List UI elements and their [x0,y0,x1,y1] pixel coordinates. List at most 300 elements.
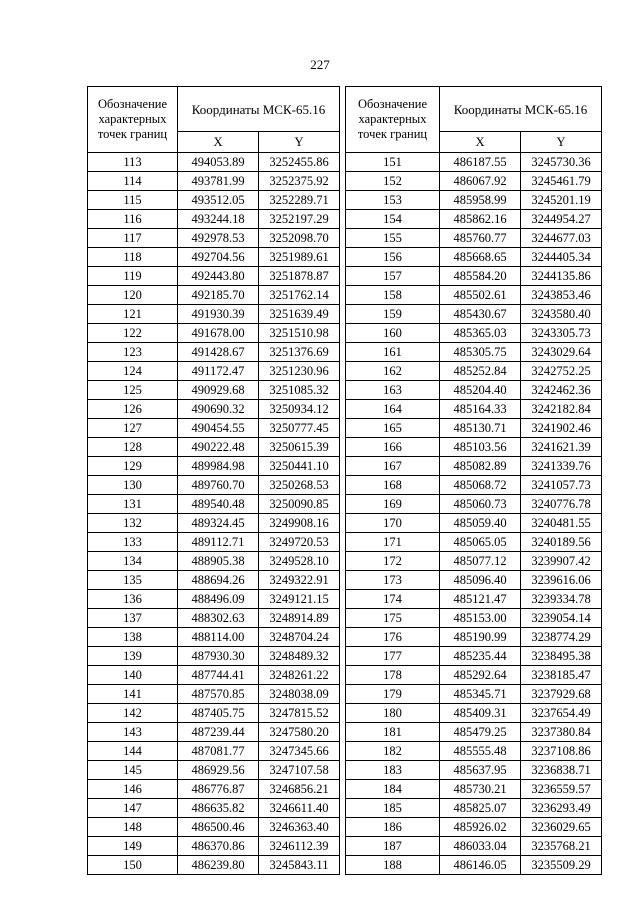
cell-y: 3239054.14 [521,609,602,628]
table-row [88,552,340,571]
cell-point-number: 177 [346,647,440,666]
table-row [88,324,340,343]
cell-y: 3250268.53 [259,476,340,495]
cell-point-number: 157 [346,267,440,286]
table-row [88,818,340,837]
cell-point-number: 113 [88,153,178,172]
cell-x: 485204.40 [440,381,521,400]
cell-point-number: 167 [346,457,440,476]
cell-x: 487744.41 [178,666,259,685]
cell-point-number: 152 [346,172,440,191]
cell-x: 485668.65 [440,248,521,267]
cell-y: 3236293.49 [521,799,602,818]
cell-y: 3242462.36 [521,381,602,400]
cell-x: 492704.56 [178,248,259,267]
cell-point-number: 120 [88,286,178,305]
cell-point-number: 133 [88,533,178,552]
table-body-left [88,153,340,875]
cell-x: 485862.16 [440,210,521,229]
table-row [346,400,602,419]
cell-point-number: 179 [346,685,440,704]
cell-y: 3249528.10 [259,552,340,571]
cell-point-number: 161 [346,343,440,362]
cell-x: 485103.56 [440,438,521,457]
cell-x: 486146.05 [440,856,521,875]
cell-x: 485345.71 [440,685,521,704]
table-row [88,286,340,305]
column-header-point: Обозначение характерных точек границ [88,87,178,153]
column-header-y: Y [259,132,340,153]
cell-y: 3252197.29 [259,210,340,229]
cell-y: 3242182.84 [521,400,602,419]
cell-y: 3252375.92 [259,172,340,191]
cell-point-number: 163 [346,381,440,400]
cell-x: 488496.09 [178,590,259,609]
table-row [88,229,340,248]
cell-y: 3241339.76 [521,457,602,476]
cell-y: 3243580.40 [521,305,602,324]
table-row [346,571,602,590]
cell-x: 490454.55 [178,419,259,438]
cell-y: 3251085.32 [259,381,340,400]
table-row [88,153,340,172]
cell-point-number: 188 [346,856,440,875]
cell-x: 487930.30 [178,647,259,666]
cell-point-number: 180 [346,704,440,723]
table-row [346,742,602,761]
table-row [346,552,602,571]
cell-point-number: 162 [346,362,440,381]
table-row [346,457,602,476]
cell-x: 486067.92 [440,172,521,191]
cell-point-number: 130 [88,476,178,495]
cell-x: 491930.39 [178,305,259,324]
cell-y: 3251510.98 [259,324,340,343]
cell-point-number: 119 [88,267,178,286]
cell-x: 485479.25 [440,723,521,742]
cell-y: 3244405.34 [521,248,602,267]
table-row [88,571,340,590]
cell-y: 3246856.21 [259,780,340,799]
cell-point-number: 186 [346,818,440,837]
cell-point-number: 136 [88,590,178,609]
cell-y: 3249121.15 [259,590,340,609]
cell-x: 493244.18 [178,210,259,229]
table-row [88,438,340,457]
cell-x: 485760.77 [440,229,521,248]
cell-x: 490929.68 [178,381,259,400]
cell-x: 485153.00 [440,609,521,628]
cell-y: 3240189.56 [521,533,602,552]
table-row [88,343,340,362]
cell-x: 485235.44 [440,647,521,666]
cell-point-number: 158 [346,286,440,305]
cell-x: 486929.56 [178,761,259,780]
cell-point-number: 184 [346,780,440,799]
cell-y: 3238495.38 [521,647,602,666]
cell-point-number: 148 [88,818,178,837]
cell-y: 3247345.66 [259,742,340,761]
table-row [88,457,340,476]
column-header-coordinates: Координаты МСК-65.16 [178,87,340,132]
table-row [88,248,340,267]
cell-y: 3237380.84 [521,723,602,742]
table-row [346,172,602,191]
cell-point-number: 125 [88,381,178,400]
table-row [346,476,602,495]
table-row [346,343,602,362]
cell-y: 3249720.53 [259,533,340,552]
cell-x: 485130.71 [440,419,521,438]
column-header-point: Обозначение характерных точек границ [346,87,440,153]
table-row [88,856,340,875]
cell-x: 485365.03 [440,324,521,343]
cell-x: 485190.99 [440,628,521,647]
cell-point-number: 187 [346,837,440,856]
cell-x: 486500.46 [178,818,259,837]
cell-y: 3247815.52 [259,704,340,723]
cell-x: 492978.53 [178,229,259,248]
table-row [346,837,602,856]
cell-point-number: 164 [346,400,440,419]
table-row [88,723,340,742]
cell-y: 3244677.03 [521,229,602,248]
column-header-x: X [440,132,521,153]
cell-x: 485121.47 [440,590,521,609]
table-row [346,267,602,286]
cell-x: 492185.70 [178,286,259,305]
cell-y: 3243305.73 [521,324,602,343]
cell-y: 3249322.91 [259,571,340,590]
table-row [88,628,340,647]
cell-x: 485082.89 [440,457,521,476]
cell-x: 486776.87 [178,780,259,799]
cell-point-number: 160 [346,324,440,343]
column-header-coordinates: Координаты МСК-65.16 [440,87,602,132]
cell-y: 3246112.39 [259,837,340,856]
page-number: 227 [310,57,330,72]
table-row [88,533,340,552]
cell-point-number: 127 [88,419,178,438]
table-row [88,381,340,400]
cell-x: 485059.40 [440,514,521,533]
cell-point-number: 153 [346,191,440,210]
table-row [346,419,602,438]
cell-x: 494053.89 [178,153,259,172]
cell-y: 3242752.25 [521,362,602,381]
cell-point-number: 143 [88,723,178,742]
table-row [88,267,340,286]
cell-x: 488905.38 [178,552,259,571]
cell-y: 3235509.29 [521,856,602,875]
coordinates-table-right [345,86,602,875]
cell-y: 3248914.89 [259,609,340,628]
cell-x: 485409.31 [440,704,521,723]
table-row [88,799,340,818]
cell-y: 3251878.87 [259,267,340,286]
cell-y: 3245461.79 [521,172,602,191]
cell-y: 3251376.69 [259,343,340,362]
cell-point-number: 178 [346,666,440,685]
cell-x: 486033.04 [440,837,521,856]
cell-y: 3251989.61 [259,248,340,267]
table-row [88,704,340,723]
cell-y: 3248704.24 [259,628,340,647]
cell-x: 485926.02 [440,818,521,837]
cell-x: 493512.05 [178,191,259,210]
cell-y: 3250934.12 [259,400,340,419]
cell-y: 3239616.06 [521,571,602,590]
cell-point-number: 132 [88,514,178,533]
cell-x: 487239.44 [178,723,259,742]
cell-x: 485065.05 [440,533,521,552]
cell-y: 3251639.49 [259,305,340,324]
table-row [88,305,340,324]
cell-x: 485292.64 [440,666,521,685]
table-row [88,647,340,666]
cell-point-number: 135 [88,571,178,590]
cell-point-number: 138 [88,628,178,647]
cell-y: 3250090.85 [259,495,340,514]
table-row [346,647,602,666]
cell-x: 485305.75 [440,343,521,362]
column-header-x: X [178,132,259,153]
cell-y: 3243853.46 [521,286,602,305]
cell-y: 3241621.39 [521,438,602,457]
cell-y: 3239334.78 [521,590,602,609]
cell-point-number: 131 [88,495,178,514]
coordinates-table-left [87,86,340,875]
table-row [346,286,602,305]
cell-point-number: 149 [88,837,178,856]
cell-point-number: 145 [88,761,178,780]
cell-y: 3251230.96 [259,362,340,381]
cell-point-number: 183 [346,761,440,780]
cell-y: 3252289.71 [259,191,340,210]
cell-point-number: 123 [88,343,178,362]
table-row [346,381,602,400]
cell-point-number: 114 [88,172,178,191]
cell-y: 3235768.21 [521,837,602,856]
cell-x: 485096.40 [440,571,521,590]
cell-y: 3240481.55 [521,514,602,533]
table-row [346,590,602,609]
cell-y: 3241902.46 [521,419,602,438]
cell-point-number: 147 [88,799,178,818]
table-row [346,153,602,172]
cell-y: 3244954.27 [521,210,602,229]
table-row [346,533,602,552]
cell-x: 485584.20 [440,267,521,286]
column-header-y: Y [521,132,602,153]
cell-x: 489324.45 [178,514,259,533]
cell-x: 489112.71 [178,533,259,552]
cell-x: 486370.86 [178,837,259,856]
cell-y: 3236559.57 [521,780,602,799]
table-row [346,324,602,343]
cell-x: 493781.99 [178,172,259,191]
cell-point-number: 175 [346,609,440,628]
cell-y: 3248261.22 [259,666,340,685]
cell-point-number: 171 [346,533,440,552]
cell-x: 489540.48 [178,495,259,514]
cell-y: 3243029.64 [521,343,602,362]
table-row [346,248,602,267]
cell-point-number: 172 [346,552,440,571]
cell-x: 485825.07 [440,799,521,818]
cell-x: 488302.63 [178,609,259,628]
cell-x: 485502.61 [440,286,521,305]
cell-point-number: 169 [346,495,440,514]
cell-y: 3247580.20 [259,723,340,742]
cell-x: 490222.48 [178,438,259,457]
table-row [88,609,340,628]
cell-y: 3238774.29 [521,628,602,647]
table-row [88,476,340,495]
cell-x: 491172.47 [178,362,259,381]
cell-x: 485077.12 [440,552,521,571]
table-row [88,590,340,609]
cell-point-number: 150 [88,856,178,875]
cell-point-number: 129 [88,457,178,476]
cell-point-number: 118 [88,248,178,267]
cell-point-number: 144 [88,742,178,761]
table-row [346,628,602,647]
cell-point-number: 115 [88,191,178,210]
table-row [346,495,602,514]
cell-point-number: 126 [88,400,178,419]
cell-point-number: 121 [88,305,178,324]
cell-point-number: 182 [346,742,440,761]
cell-point-number: 122 [88,324,178,343]
table-row [88,742,340,761]
table-row [88,514,340,533]
cell-x: 491678.00 [178,324,259,343]
table-row [88,495,340,514]
cell-point-number: 159 [346,305,440,324]
cell-x: 488114.00 [178,628,259,647]
cell-x: 490690.32 [178,400,259,419]
cell-x: 492443.80 [178,267,259,286]
cell-point-number: 174 [346,590,440,609]
cell-point-number: 139 [88,647,178,666]
table-row [346,514,602,533]
cell-point-number: 165 [346,419,440,438]
cell-x: 487405.75 [178,704,259,723]
cell-y: 3252455.86 [259,153,340,172]
table-body-right [346,153,602,875]
cell-y: 3250777.45 [259,419,340,438]
table-row [88,837,340,856]
cell-y: 3237929.68 [521,685,602,704]
cell-point-number: 154 [346,210,440,229]
table-row [88,419,340,438]
table-row [346,666,602,685]
cell-y: 3245843.11 [259,856,340,875]
cell-point-number: 181 [346,723,440,742]
cell-y: 3237654.49 [521,704,602,723]
cell-point-number: 142 [88,704,178,723]
cell-point-number: 128 [88,438,178,457]
table-row [346,685,602,704]
cell-x: 491428.67 [178,343,259,362]
cell-y: 3247107.58 [259,761,340,780]
table-row [88,210,340,229]
cell-x: 485430.67 [440,305,521,324]
cell-y: 3245201.19 [521,191,602,210]
table-row [346,305,602,324]
cell-y: 3246363.40 [259,818,340,837]
table-row [346,229,602,248]
cell-y: 3252098.70 [259,229,340,248]
cell-x: 485958.99 [440,191,521,210]
cell-y: 3250615.39 [259,438,340,457]
cell-point-number: 124 [88,362,178,381]
cell-point-number: 173 [346,571,440,590]
cell-x: 486635.82 [178,799,259,818]
cell-y: 3238185.47 [521,666,602,685]
cell-point-number: 117 [88,229,178,248]
cell-x: 485164.33 [440,400,521,419]
cell-point-number: 141 [88,685,178,704]
table-row [88,172,340,191]
table-row [346,704,602,723]
cell-x: 485060.73 [440,495,521,514]
cell-x: 486239.80 [178,856,259,875]
table-row [346,818,602,837]
table-row [346,799,602,818]
cell-y: 3250441.10 [259,457,340,476]
cell-y: 3240776.78 [521,495,602,514]
table-row [88,191,340,210]
table-row [346,856,602,875]
cell-x: 485730.21 [440,780,521,799]
cell-point-number: 146 [88,780,178,799]
cell-y: 3236029.65 [521,818,602,837]
cell-y: 3236838.71 [521,761,602,780]
cell-point-number: 155 [346,229,440,248]
cell-x: 485637.95 [440,761,521,780]
cell-point-number: 137 [88,609,178,628]
cell-point-number: 140 [88,666,178,685]
table-row [346,191,602,210]
cell-y: 3239907.42 [521,552,602,571]
table-row [346,761,602,780]
cell-point-number: 185 [346,799,440,818]
cell-x: 487570.85 [178,685,259,704]
cell-point-number: 166 [346,438,440,457]
table-row [88,666,340,685]
cell-x: 489760.70 [178,476,259,495]
cell-point-number: 134 [88,552,178,571]
table-row [88,685,340,704]
table-row [346,362,602,381]
cell-x: 489984.98 [178,457,259,476]
cell-y: 3248489.32 [259,647,340,666]
cell-x: 488694.26 [178,571,259,590]
cell-y: 3245730.36 [521,153,602,172]
cell-point-number: 168 [346,476,440,495]
cell-x: 486187.55 [440,153,521,172]
table-row [88,761,340,780]
table-row [346,609,602,628]
cell-point-number: 156 [346,248,440,267]
cell-x: 485252.84 [440,362,521,381]
cell-y: 3237108.86 [521,742,602,761]
cell-x: 485068.72 [440,476,521,495]
cell-y: 3246611.40 [259,799,340,818]
table-row [346,438,602,457]
